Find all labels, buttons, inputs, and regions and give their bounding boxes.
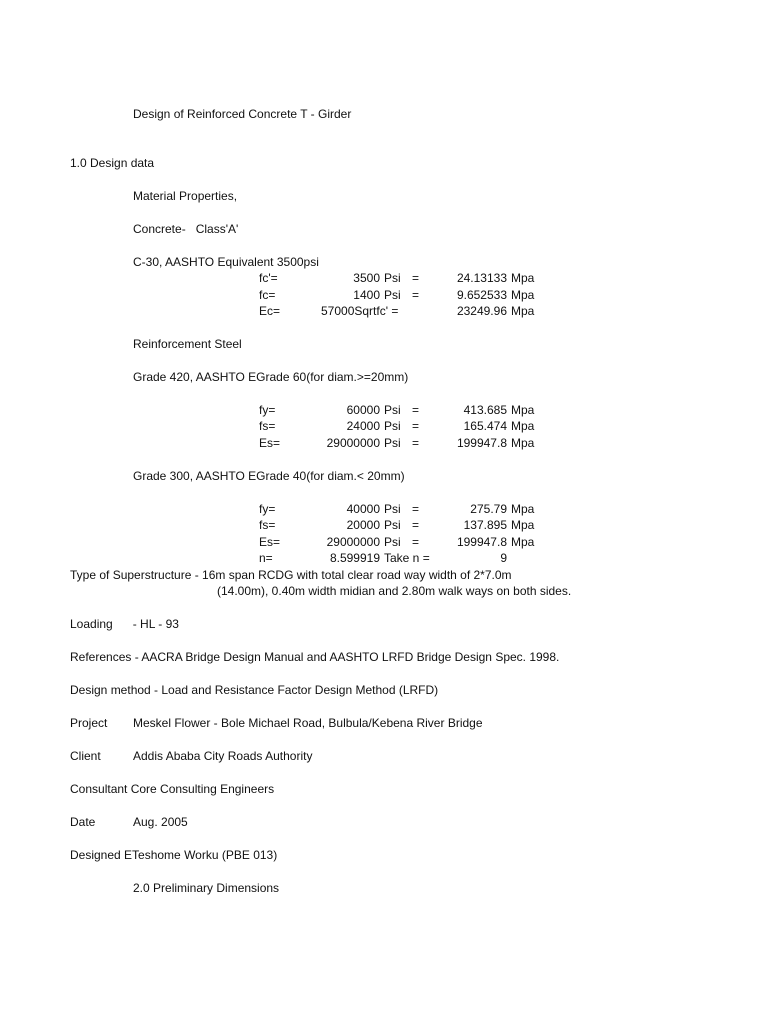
row-mpa-value: 275.79 [470, 502, 507, 516]
row-unit: Psi [384, 288, 401, 302]
row-value: 60000 [346, 403, 380, 417]
row-equals: = [412, 518, 420, 532]
row-value: 29000000 [326, 436, 380, 450]
superstructure-line-2: (14.00m), 0.40m width midian and 2.80m walk ways on both sides. [217, 584, 572, 598]
row-mpa-unit: Mpa [511, 403, 535, 417]
row-unit: Psi [384, 535, 401, 549]
row-value: 1400 [353, 288, 380, 302]
row-value: 57000Sqrtfc' = [321, 304, 399, 318]
row-equals: = [412, 288, 420, 302]
references: References - AACRA Bridge Design Manual and AASHTO LRFD Bridge Design Spec. 1998. [70, 650, 560, 664]
row-mpa-unit: Mpa [511, 304, 535, 318]
row-mpa-unit: Mpa [511, 271, 535, 285]
consultant: Consultant Core Consulting Engineers [70, 782, 275, 796]
row-equals: = [412, 502, 420, 516]
row-mpa-value: 165.474 [463, 419, 507, 433]
project-label: Project [70, 716, 108, 730]
row-label: fs= [259, 419, 276, 433]
material-properties-heading: Material Properties, [133, 189, 238, 203]
section-heading-design-data: 1.0 Design data [70, 156, 155, 170]
grade-300-heading: Grade 300, AASHTO EGrade 40(for diam.< 20mm) [133, 469, 405, 483]
reinforcement-heading: Reinforcement Steel [133, 337, 242, 351]
concrete-class: Concrete- Class'A' [133, 222, 239, 236]
row-mpa-unit: Mpa [511, 518, 535, 532]
row-mpa-value: 9 [500, 551, 507, 565]
row-mpa-unit: Mpa [511, 535, 535, 549]
designed-by: Designed ETeshome Worku (PBE 013) [70, 848, 278, 862]
row-mpa-unit: Mpa [511, 436, 535, 450]
row-unit: Psi [384, 419, 401, 433]
row-equals: = [412, 403, 420, 417]
row-mpa-value: 24.13133 [456, 271, 507, 285]
concrete-grade: C-30, AASHTO Equivalent 3500psi [133, 255, 319, 269]
design-method: Design method - Load and Resistance Factor Design Method (LRFD) [70, 683, 439, 697]
row-label: Es= [259, 535, 281, 549]
section-heading-preliminary-dimensions: 2.0 Preliminary Dimensions [133, 881, 280, 895]
row-value: 40000 [346, 502, 380, 516]
row-label: fc'= [259, 271, 278, 285]
row-mpa-unit: Mpa [511, 502, 535, 516]
row-mpa-value: 199947.8 [456, 436, 507, 450]
row-value: 3500 [353, 271, 380, 285]
row-label: Es= [259, 436, 281, 450]
row-value: 8.599919 [329, 551, 380, 565]
row-label: fy= [259, 403, 276, 417]
client-value: Addis Ababa City Roads Authority [133, 749, 313, 763]
row-unit: Psi [384, 403, 401, 417]
date-value: Aug. 2005 [133, 815, 188, 829]
row-equals: = [412, 271, 420, 285]
grade-420-heading: Grade 420, AASHTO EGrade 60(for diam.>=20mm) [133, 370, 409, 384]
row-label: fs= [259, 518, 276, 532]
row-equals: = [412, 436, 420, 450]
row-equals: = [412, 419, 420, 433]
row-mpa-value: 413.685 [463, 403, 507, 417]
document-title: Design of Reinforced Concrete T - Girder [133, 107, 352, 121]
row-unit: Psi [384, 518, 401, 532]
row-mpa-value: 9.652533 [456, 288, 507, 302]
row-mpa-unit: Mpa [511, 288, 535, 302]
row-unit: Psi [384, 436, 401, 450]
row-mpa-unit: Mpa [511, 419, 535, 433]
row-unit: Psi [384, 502, 401, 516]
row-mpa-value: 199947.8 [456, 535, 507, 549]
row-equals: = [412, 535, 420, 549]
row-label: fy= [259, 502, 276, 516]
date-label: Date [70, 815, 96, 829]
row-value: 20000 [346, 518, 380, 532]
row-label: n= [259, 551, 273, 565]
loading: Loading - HL - 93 [70, 617, 179, 631]
row-value: 24000 [346, 419, 380, 433]
row-label: Ec= [259, 304, 281, 318]
row-value: 29000000 [326, 535, 380, 549]
project-value: Meskel Flower - Bole Michael Road, Bulbula/Kebena River Bridge [133, 716, 483, 730]
superstructure-line-1: Type of Superstructure - 16m span RCDG with total clear road way width of 2*7.0m [70, 568, 512, 582]
row-unit: Psi [384, 271, 401, 285]
row-mpa-value: 137.895 [463, 518, 507, 532]
client-label: Client [70, 749, 101, 763]
row-mpa-value: 23249.96 [456, 304, 507, 318]
row-unit: Take n = [384, 551, 430, 565]
row-label: fc= [259, 288, 276, 302]
